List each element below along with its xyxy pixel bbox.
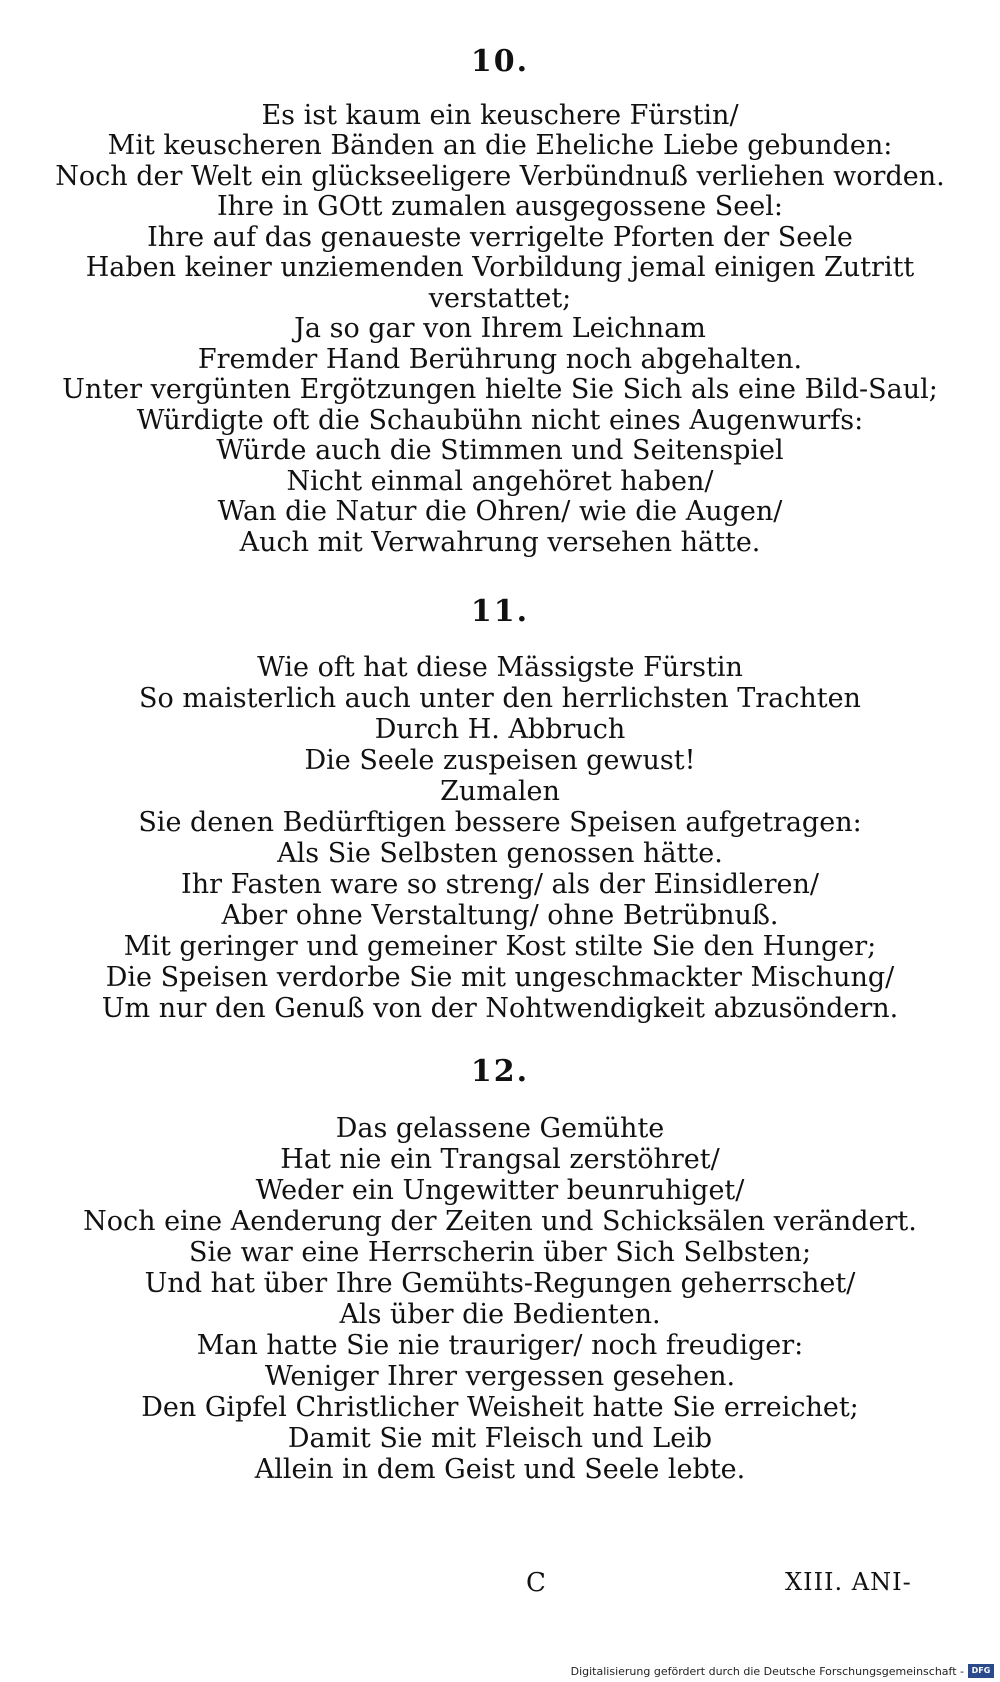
text-line: Als über die Bedienten.	[339, 1299, 661, 1330]
text-line: Allein in dem Geist und Seele lebte.	[254, 1454, 746, 1485]
text-line: Nicht einmal angehöret haben/	[286, 466, 714, 497]
text-line: Ihre in GOtt zumalen ausgegossene Seel:	[217, 191, 783, 222]
text-line: Aber ohne Verstaltung/ ohne Betrübnuß.	[221, 900, 779, 931]
text-line: Als Sie Selbsten genossen hätte.	[277, 838, 723, 869]
text-line: Sie war eine Herrscherin über Sich Selbsten;	[188, 1237, 812, 1268]
footer-text: Digitalisierung gefördert durch die Deutsche Forschungsgemeinschaft -	[570, 1664, 964, 1678]
section-number-11: 11.	[470, 594, 530, 629]
text-line: Würdigte oft die Schaubühn nicht eines Augenwurfs:	[136, 405, 864, 436]
text-line: So maisterlich auch unter den herrlichsten Trachten	[139, 683, 861, 714]
text-line: Weder ein Ungewitter beunruhiget/	[255, 1175, 745, 1206]
digitization-footer	[571, 1664, 994, 1678]
text-line: Sie denen Bedürftigen bessere Speisen aufgetragen:	[138, 807, 862, 838]
text-line: Den Gipfel Christlicher Weisheit hatte Sie erreichet;	[141, 1392, 859, 1423]
section-number-12: 12.	[470, 1054, 530, 1089]
text-line: Weniger Ihrer vergessen gesehen.	[264, 1361, 736, 1392]
text-line: Würde auch die Stimmen und Seitenspiel	[216, 435, 784, 466]
text-line: verstattet;	[428, 283, 572, 314]
text-line: Noch eine Aenderung der Zeiten und Schicksälen verändert.	[83, 1206, 917, 1237]
text-line: Hat nie ein Trangsal zerstöhret/	[280, 1144, 720, 1175]
text-line: Ja so gar von Ihrem Leichnam	[294, 313, 706, 344]
text-line: Fremder Hand Berührung noch abgehalten.	[197, 344, 803, 375]
text-line: Mit keuscheren Bänden an die Eheliche Liebe gebunden:	[107, 130, 893, 161]
text-line: Wan die Natur die Ohren/ wie die Augen/	[217, 496, 783, 527]
section-number-10: 10.	[470, 44, 530, 79]
text-line: Und hat über Ihre Gemühts-Regungen geherrschet/	[144, 1268, 856, 1299]
text-line: Wie oft hat diese Mässigste Fürstin	[257, 652, 743, 683]
text-line: Damit Sie mit Fleisch und Leib	[287, 1423, 713, 1454]
text-line: Haben keiner unziemenden Vorbildung jemal einigen Zutritt	[85, 252, 915, 283]
dfg-logo: DFG	[968, 1664, 994, 1678]
catchword: XIII. ANI-	[785, 1568, 912, 1596]
text-line: Um nur den Genuß von der Nohtwendigkeit abzusöndern.	[101, 993, 899, 1024]
text-line: Zumalen	[440, 776, 560, 807]
text-line: Durch H. Abbruch	[374, 714, 626, 745]
text-line: Das gelassene Gemühte	[335, 1113, 665, 1144]
text-line: Ihr Fasten ware so streng/ als der Einsidleren/	[181, 869, 819, 900]
signature-mark: C	[526, 1568, 546, 1598]
text-line: Unter vergünten Ergötzungen hielte Sie Sich als eine Bild-Saul;	[62, 374, 938, 405]
text-line: Mit geringer und gemeiner Kost stilte Sie den Hunger;	[123, 931, 877, 962]
text-line: Noch der Welt ein glückseeligere Verbündnuß verliehen worden.	[55, 161, 945, 192]
text-line: Die Seele zuspeisen gewust!	[304, 745, 696, 776]
text-line: Man hatte Sie nie trauriger/ noch freudiger:	[196, 1330, 804, 1361]
text-line: Die Speisen verdorbe Sie mit ungeschmackter Mischung/	[105, 962, 895, 993]
text-line: Es ist kaum ein keuschere Fürstin/	[261, 100, 739, 131]
text-line: Auch mit Verwahrung versehen hätte.	[239, 527, 761, 558]
text-line: Ihre auf das genaueste verrigelte Pforten der Seele	[147, 222, 853, 253]
